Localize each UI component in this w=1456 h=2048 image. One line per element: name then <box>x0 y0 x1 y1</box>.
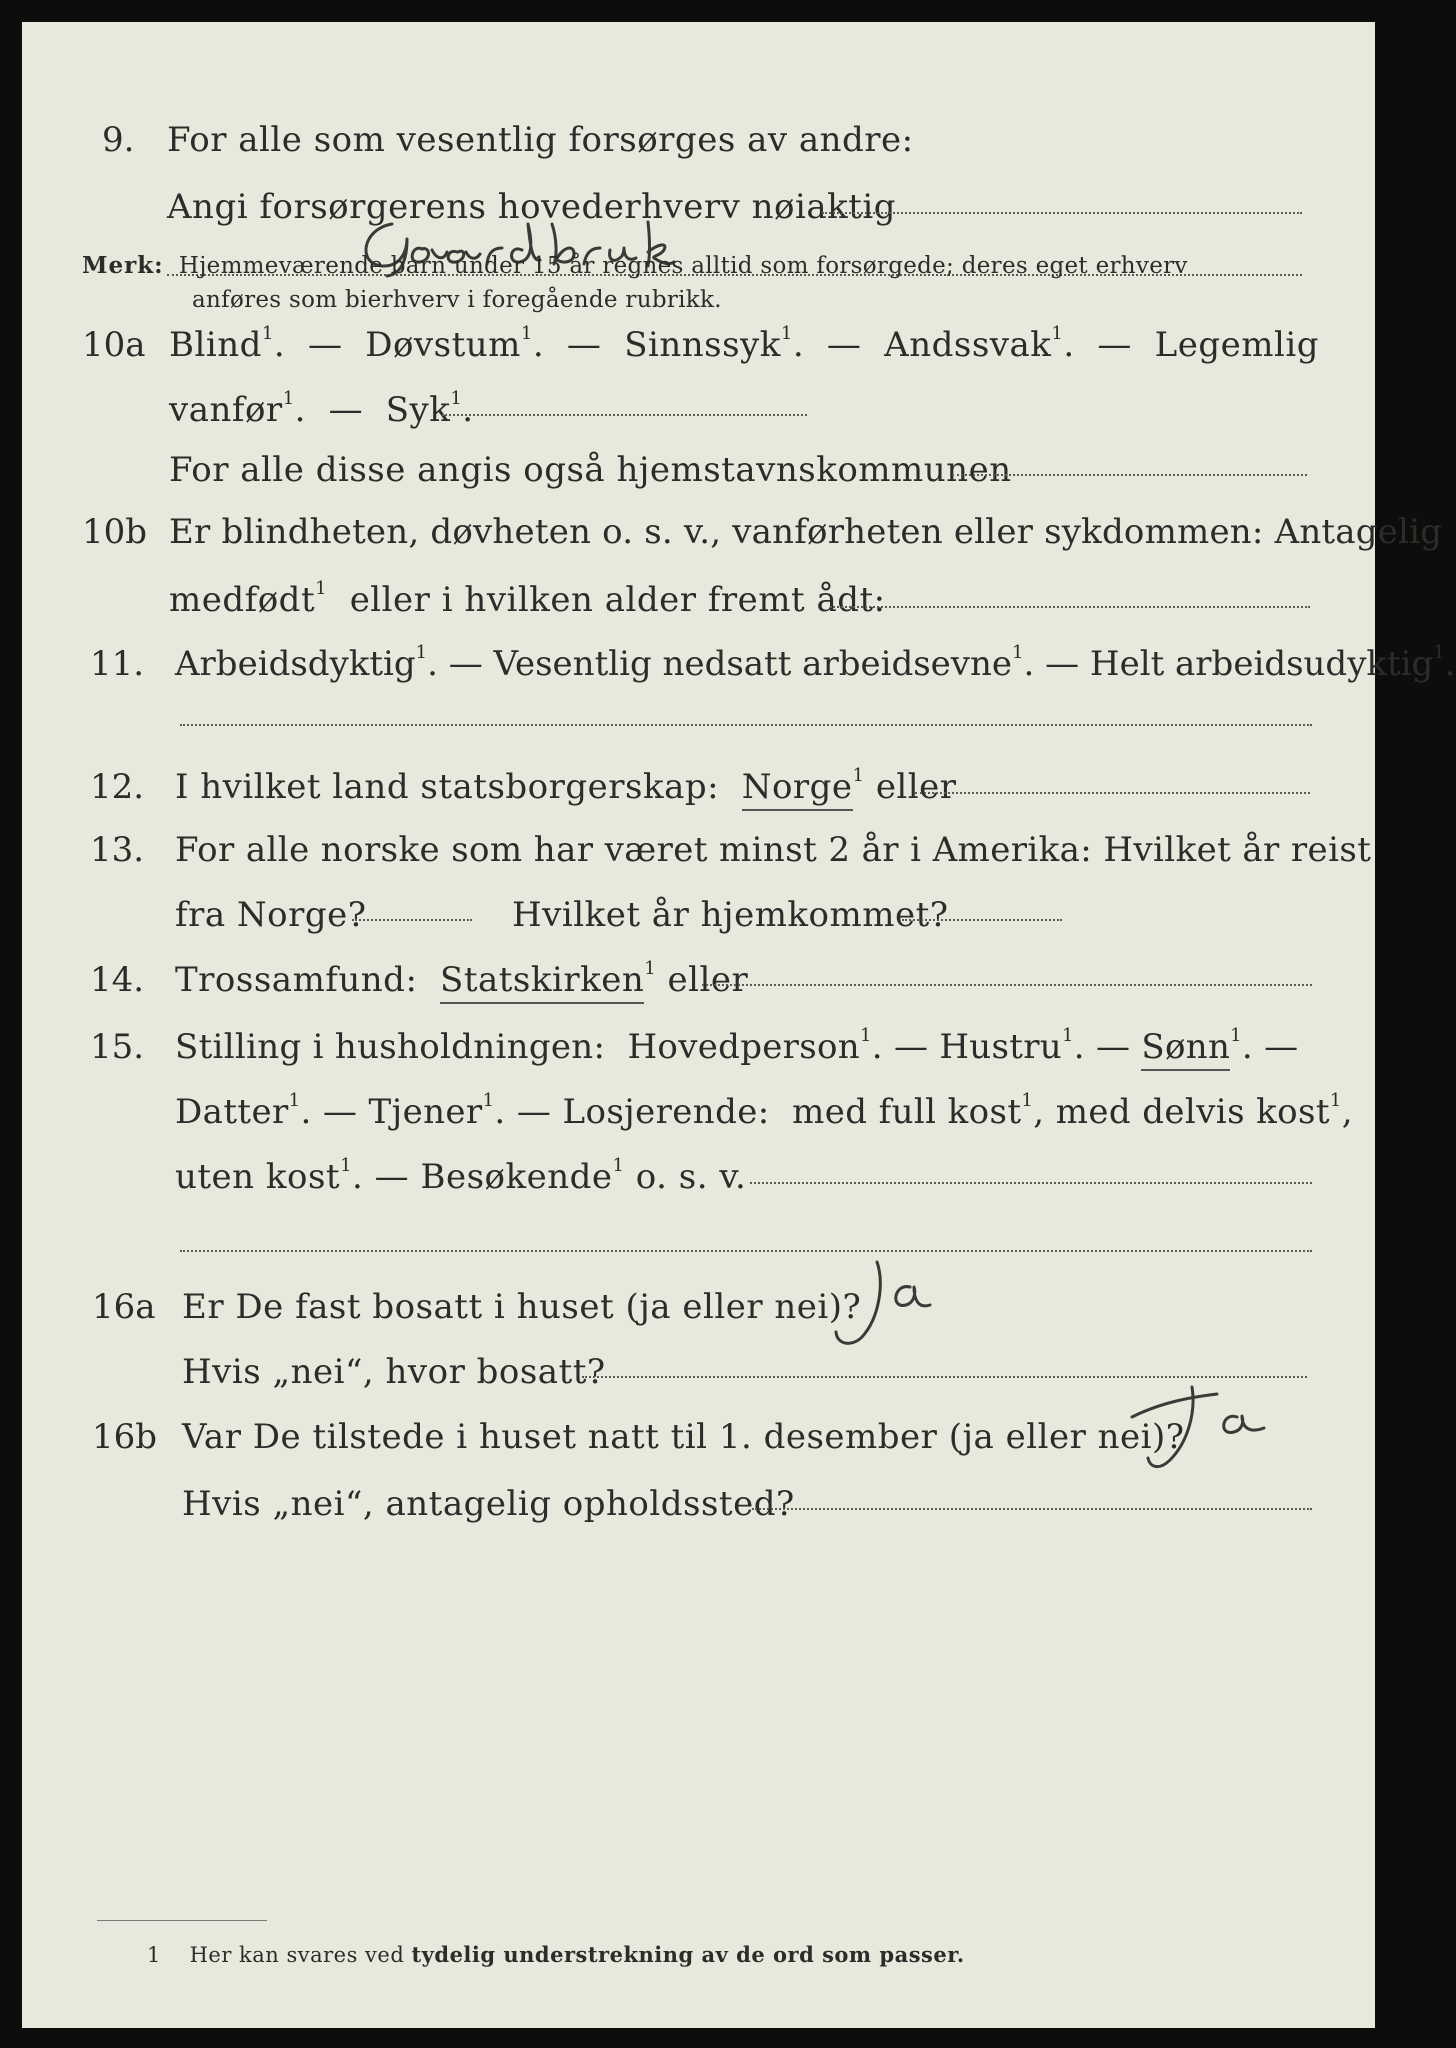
q16b-line1: Var De tilstede i huset natt til 1. desember (ja eller nei)? <box>182 1417 1185 1457</box>
q10b-line2: medfødt$^1$ eller i hvilken alder fremt ådt: <box>169 578 886 620</box>
footnote-mark: 1 <box>147 1943 161 1967</box>
q9-line1: For alle som vesentlig forsørges av andre: <box>167 120 914 160</box>
q13-line1: For alle norske som har været minst 2 år i Amerika: Hvilket år reist <box>175 830 1372 870</box>
q16b-line2: Hvis „nei“, antagelig opholdssted? <box>182 1484 795 1524</box>
q14-line: Trossamfund: Statskirken$^1$ eller <box>175 960 748 1000</box>
q12-line: I hvilket land statsborgerskap: Norge$^1$ eller <box>175 767 957 807</box>
q15-line2: Datter$^1$. — Tjener$^1$. — Losjerende: med full kost$^1$, med delvis kost$^1$, <box>175 1090 1353 1132</box>
q10a-sinnssyk: Sinnssyk$^1$. <box>624 323 805 365</box>
q10b-number: 10b <box>82 512 148 552</box>
dash: — <box>1097 325 1132 365</box>
footnote: 1 Her kan svares ved tydelig understrekning av de ord som passer. <box>147 1942 965 1967</box>
q16a-line1: Er De fast bosatt i huset (ja eller nei)? <box>182 1287 862 1327</box>
q10a-line1 <box>169 325 1319 365</box>
q16b-handwritten-answer <box>1122 1372 1282 1482</box>
q15-sonn-underlined: Sønn <box>1141 1027 1230 1071</box>
q13-number: 13. <box>90 830 145 870</box>
q11-number: 11. <box>90 644 145 684</box>
q10a-line3: For alle disse angis også hjemstavnskommunen <box>169 450 1012 490</box>
q10b-line1: Er blindheten, døvheten o. s. v., vanførheten eller sykdommen: Antagelig <box>169 512 1443 552</box>
q10a-number: 10a <box>82 325 146 365</box>
q13-reist-fill-line <box>352 919 472 921</box>
q10a-andssvak: Andssvak$^1$. <box>884 323 1075 365</box>
q10a-dovstum: Døvstum$^1$. <box>365 323 545 365</box>
q14-statskirken-underlined: Statskirken <box>440 960 644 1004</box>
q9-fill-line <box>822 212 1302 214</box>
q14-number: 14. <box>90 960 145 1000</box>
q13-line2a: fra Norge? <box>175 895 367 935</box>
q10a-hjemstavn-fill-line <box>952 474 1307 476</box>
q15-fill-line <box>750 1182 1312 1184</box>
q9-number: 9. <box>102 120 135 160</box>
q10b-fill-line <box>830 606 1310 608</box>
dash: — <box>566 325 602 365</box>
q12-fill-line <box>915 792 1310 794</box>
q15-line1: Stilling i husholdningen: Hovedperson$^1$. — Hustru$^1$. — Sønn$^1$. — <box>175 1027 1298 1067</box>
q10a-syk-fill-line <box>442 414 807 416</box>
q12-number: 12. <box>90 767 145 807</box>
q9-line2: Angi forsørgerens hovederhverv nøiaktig <box>167 187 897 227</box>
q16b-fill-line <box>752 1508 1312 1510</box>
footnote-rule <box>97 1920 267 1921</box>
q12-norge-underlined: Norge <box>742 767 853 811</box>
q10a-blind: Blind$^1$. <box>169 323 286 365</box>
merk-label: Merk: <box>82 252 164 279</box>
q15-number: 15. <box>90 1027 145 1067</box>
q15-line3: uten kost$^1$. — Besøkende$^1$ o. s. v. <box>175 1155 747 1197</box>
dash: — <box>826 325 862 365</box>
q10a-line2: vanfør$^1$. — Syk$^1$. <box>169 388 474 430</box>
q10a-legemlig: Legemlig <box>1154 325 1319 365</box>
q13-hjemkommet-fill-line <box>902 919 1062 921</box>
q11-fill-line <box>180 724 1312 726</box>
q14-fill-line <box>702 984 1312 986</box>
q13-line2b: Hvilket år hjemkommet? <box>512 895 949 935</box>
merk-note <box>82 252 1188 279</box>
census-form-page <box>22 22 1456 2028</box>
q16a-handwritten-answer <box>822 1247 942 1357</box>
dash: — <box>307 325 343 365</box>
merk-line2: anføres som bierhverv i foregående rubrikk. <box>192 287 722 313</box>
merk-line1: Hjemmeværende barn under 15 år regnes alltid som forsørgede; deres eget erhverv <box>178 253 1188 279</box>
q11-line: Arbeidsdyktig$^1$. — Vesentlig nedsatt arbeidsevne$^1$. — Helt arbeidsudyktig$^1$. <box>175 642 1456 684</box>
q16a-line2: Hvis „nei“, hvor bosatt? <box>182 1352 606 1392</box>
q15-fill-line-2 <box>180 1250 1312 1252</box>
q16a-number: 16a <box>92 1287 156 1327</box>
q16b-number: 16b <box>92 1417 158 1457</box>
